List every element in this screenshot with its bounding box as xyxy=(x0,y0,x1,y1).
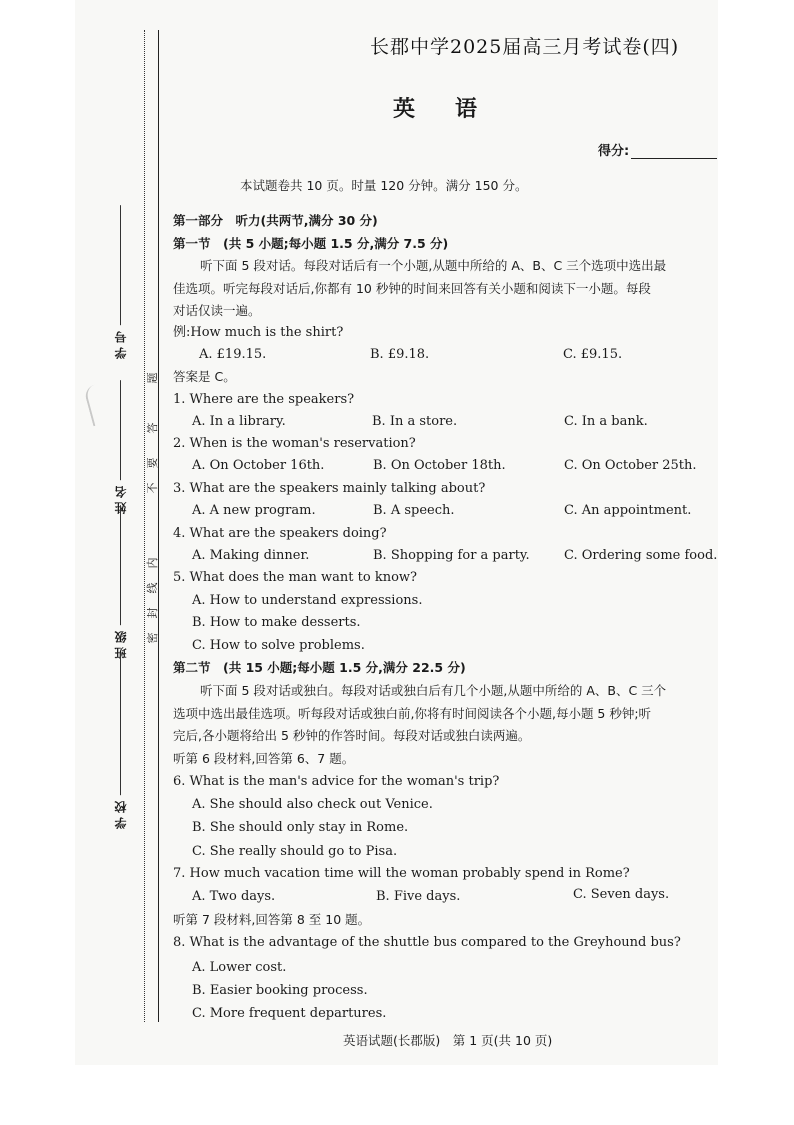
question-number: 2. xyxy=(173,436,186,451)
question-8 xyxy=(173,935,681,951)
section2-instruction-line: 选项中选出最佳选项。听每段对话或独白前,你将有时间阅读各个小题,每小题 5 秒钟;听 xyxy=(173,706,652,721)
q1-option-c[interactable]: C. In a bank. xyxy=(564,414,648,429)
q4-option-b[interactable]: B. Shopping for a party. xyxy=(373,548,530,563)
seal-dotted-line xyxy=(144,30,145,1022)
question-text: What are the speakers mainly talking about? xyxy=(189,481,486,496)
question-text: How much vacation time will the woman probably spend in Rome? xyxy=(189,866,630,881)
q2-option-b[interactable]: B. On October 18th. xyxy=(373,458,506,473)
part1-heading: 第一部分 听力(共两节,满分 30 分) xyxy=(173,213,378,228)
q5-option-b[interactable]: B. How to make desserts. xyxy=(192,615,361,630)
seal-char: 不 xyxy=(146,482,159,494)
q3-option-c[interactable]: C. An appointment. xyxy=(564,503,692,518)
student-name-label: 姓 名 xyxy=(114,486,128,515)
q8-option-a[interactable]: A. Lower cost. xyxy=(192,960,287,975)
margin-solid-line xyxy=(158,30,159,1022)
seal-char: 线 xyxy=(146,582,159,594)
question-1 xyxy=(173,392,354,408)
q6-option-a[interactable]: A. She should also check out Venice. xyxy=(192,797,433,812)
q4-option-a[interactable]: A. Making dinner. xyxy=(192,548,310,563)
section1-heading: 第一节 (共 5 小题;每小题 1.5 分,满分 7.5 分) xyxy=(173,236,449,251)
seal-char: 封 xyxy=(146,607,159,619)
subject-title: 英语 xyxy=(393,97,518,122)
student-id-label: 学 号 xyxy=(114,331,128,360)
question-7 xyxy=(173,866,630,882)
score-field[interactable] xyxy=(598,140,717,159)
class-blank[interactable] xyxy=(120,505,121,625)
question-number: 8. xyxy=(173,935,186,950)
material-6-instruction: 听第 6 段材料,回答第 6、7 题。 xyxy=(173,751,355,766)
section2-heading: 第二节 (共 15 小题;每小题 1.5 分,满分 22.5 分) xyxy=(173,660,466,675)
class-label: 班 级 xyxy=(114,631,128,660)
seal-char: 内 xyxy=(146,557,159,569)
student-name-blank[interactable] xyxy=(120,380,121,480)
section2-instruction-line: 听下面 5 段对话或独白。每段对话或独白后有几个小题,从题中所给的 A、B、C 三个 xyxy=(200,683,667,698)
class-field[interactable] xyxy=(112,505,129,659)
seal-char: 要 xyxy=(146,457,159,469)
score-blank[interactable] xyxy=(631,144,717,159)
school-blank[interactable] xyxy=(120,655,121,795)
example-option-c: C. £9.15. xyxy=(563,347,623,362)
q7-option-a[interactable]: A. Two days. xyxy=(192,889,276,904)
question-2 xyxy=(173,436,416,452)
material-7-instruction: 听第 7 段材料,回答第 8 至 10 题。 xyxy=(173,912,371,927)
section1-instruction-line: 佳选项。听完每段对话后,你都有 10 秒钟的时间来回答有关小题和阅读下一小题。每段 xyxy=(173,281,651,296)
section2-instruction-line: 完后,各小题将给出 5 秒钟的作答时间。每段对话或独白读两遍。 xyxy=(173,728,531,743)
question-5 xyxy=(173,570,417,586)
q4-option-c[interactable]: C. Ordering some food. xyxy=(564,548,718,563)
q1-option-b[interactable]: B. In a store. xyxy=(372,414,458,429)
example-question: 例:How much is the shirt? xyxy=(173,325,344,340)
q3-option-b[interactable]: B. A speech. xyxy=(373,503,455,518)
question-number: 3. xyxy=(173,481,186,496)
q3-option-a[interactable]: A. A new program. xyxy=(192,503,316,518)
q2-option-c[interactable]: C. On October 25th. xyxy=(564,458,697,473)
example-option-a: A. £19.15. xyxy=(199,347,267,362)
page-footer: 英语试题(长郡版) 第 1 页(共 10 页) xyxy=(343,1033,553,1048)
section1-instruction-line: 对话仅读一遍。 xyxy=(173,303,261,318)
q5-option-c[interactable]: C. How to solve problems. xyxy=(192,638,365,653)
q6-option-b[interactable]: B. She should only stay in Rome. xyxy=(192,820,409,835)
question-number: 6. xyxy=(173,774,186,789)
question-6 xyxy=(173,774,499,790)
question-number: 4. xyxy=(173,526,186,541)
question-4 xyxy=(173,526,387,542)
example-option-b: B. £9.18. xyxy=(370,347,430,362)
question-text: Where are the speakers? xyxy=(189,392,355,407)
question-text: What is the advantage of the shuttle bus compared to the Greyhound bus? xyxy=(189,935,681,950)
school-label: 学 校 xyxy=(114,801,128,830)
seal-char: 答 xyxy=(146,422,159,434)
q8-option-b[interactable]: B. Easier booking process. xyxy=(192,983,368,998)
example-answer: 答案是 C。 xyxy=(173,369,236,384)
exam-info: 本试题卷共 10 页。时量 120 分钟。满分 150 分。 xyxy=(240,178,528,193)
q7-option-c[interactable]: C. Seven days. xyxy=(573,887,670,902)
question-number: 7. xyxy=(173,866,186,881)
student-name-field[interactable] xyxy=(112,380,129,514)
question-number: 5. xyxy=(173,570,186,585)
q2-option-a[interactable]: A. On October 16th. xyxy=(192,458,325,473)
q7-option-b[interactable]: B. Five days. xyxy=(376,889,461,904)
student-id-blank[interactable] xyxy=(120,205,121,325)
q1-option-a[interactable]: A. In a library. xyxy=(192,414,286,429)
question-3 xyxy=(173,481,485,497)
score-label: 得分: xyxy=(598,144,630,159)
student-id-field[interactable] xyxy=(112,205,129,359)
q8-option-c[interactable]: C. More frequent departures. xyxy=(192,1006,387,1021)
q5-option-a[interactable]: A. How to understand expressions. xyxy=(192,593,423,608)
question-text: What is the man's advice for the woman's trip? xyxy=(189,774,500,789)
question-number: 1. xyxy=(173,392,186,407)
question-text: When is the woman's reservation? xyxy=(189,436,416,451)
exam-page xyxy=(75,0,718,1065)
school-field[interactable] xyxy=(112,655,129,829)
exam-title: 长郡中学2025届高三月考试卷(四) xyxy=(370,36,680,58)
seal-char: 密 xyxy=(146,632,159,644)
seal-char: 题 xyxy=(146,372,159,384)
question-text: What does the man want to know? xyxy=(189,570,418,585)
section1-instruction-line: 听下面 5 段对话。每段对话后有一个小题,从题中所给的 A、B、C 三个选项中选出最 xyxy=(200,258,667,273)
question-text: What are the speakers doing? xyxy=(189,526,387,541)
q6-option-c[interactable]: C. She really should go to Pisa. xyxy=(192,844,398,859)
